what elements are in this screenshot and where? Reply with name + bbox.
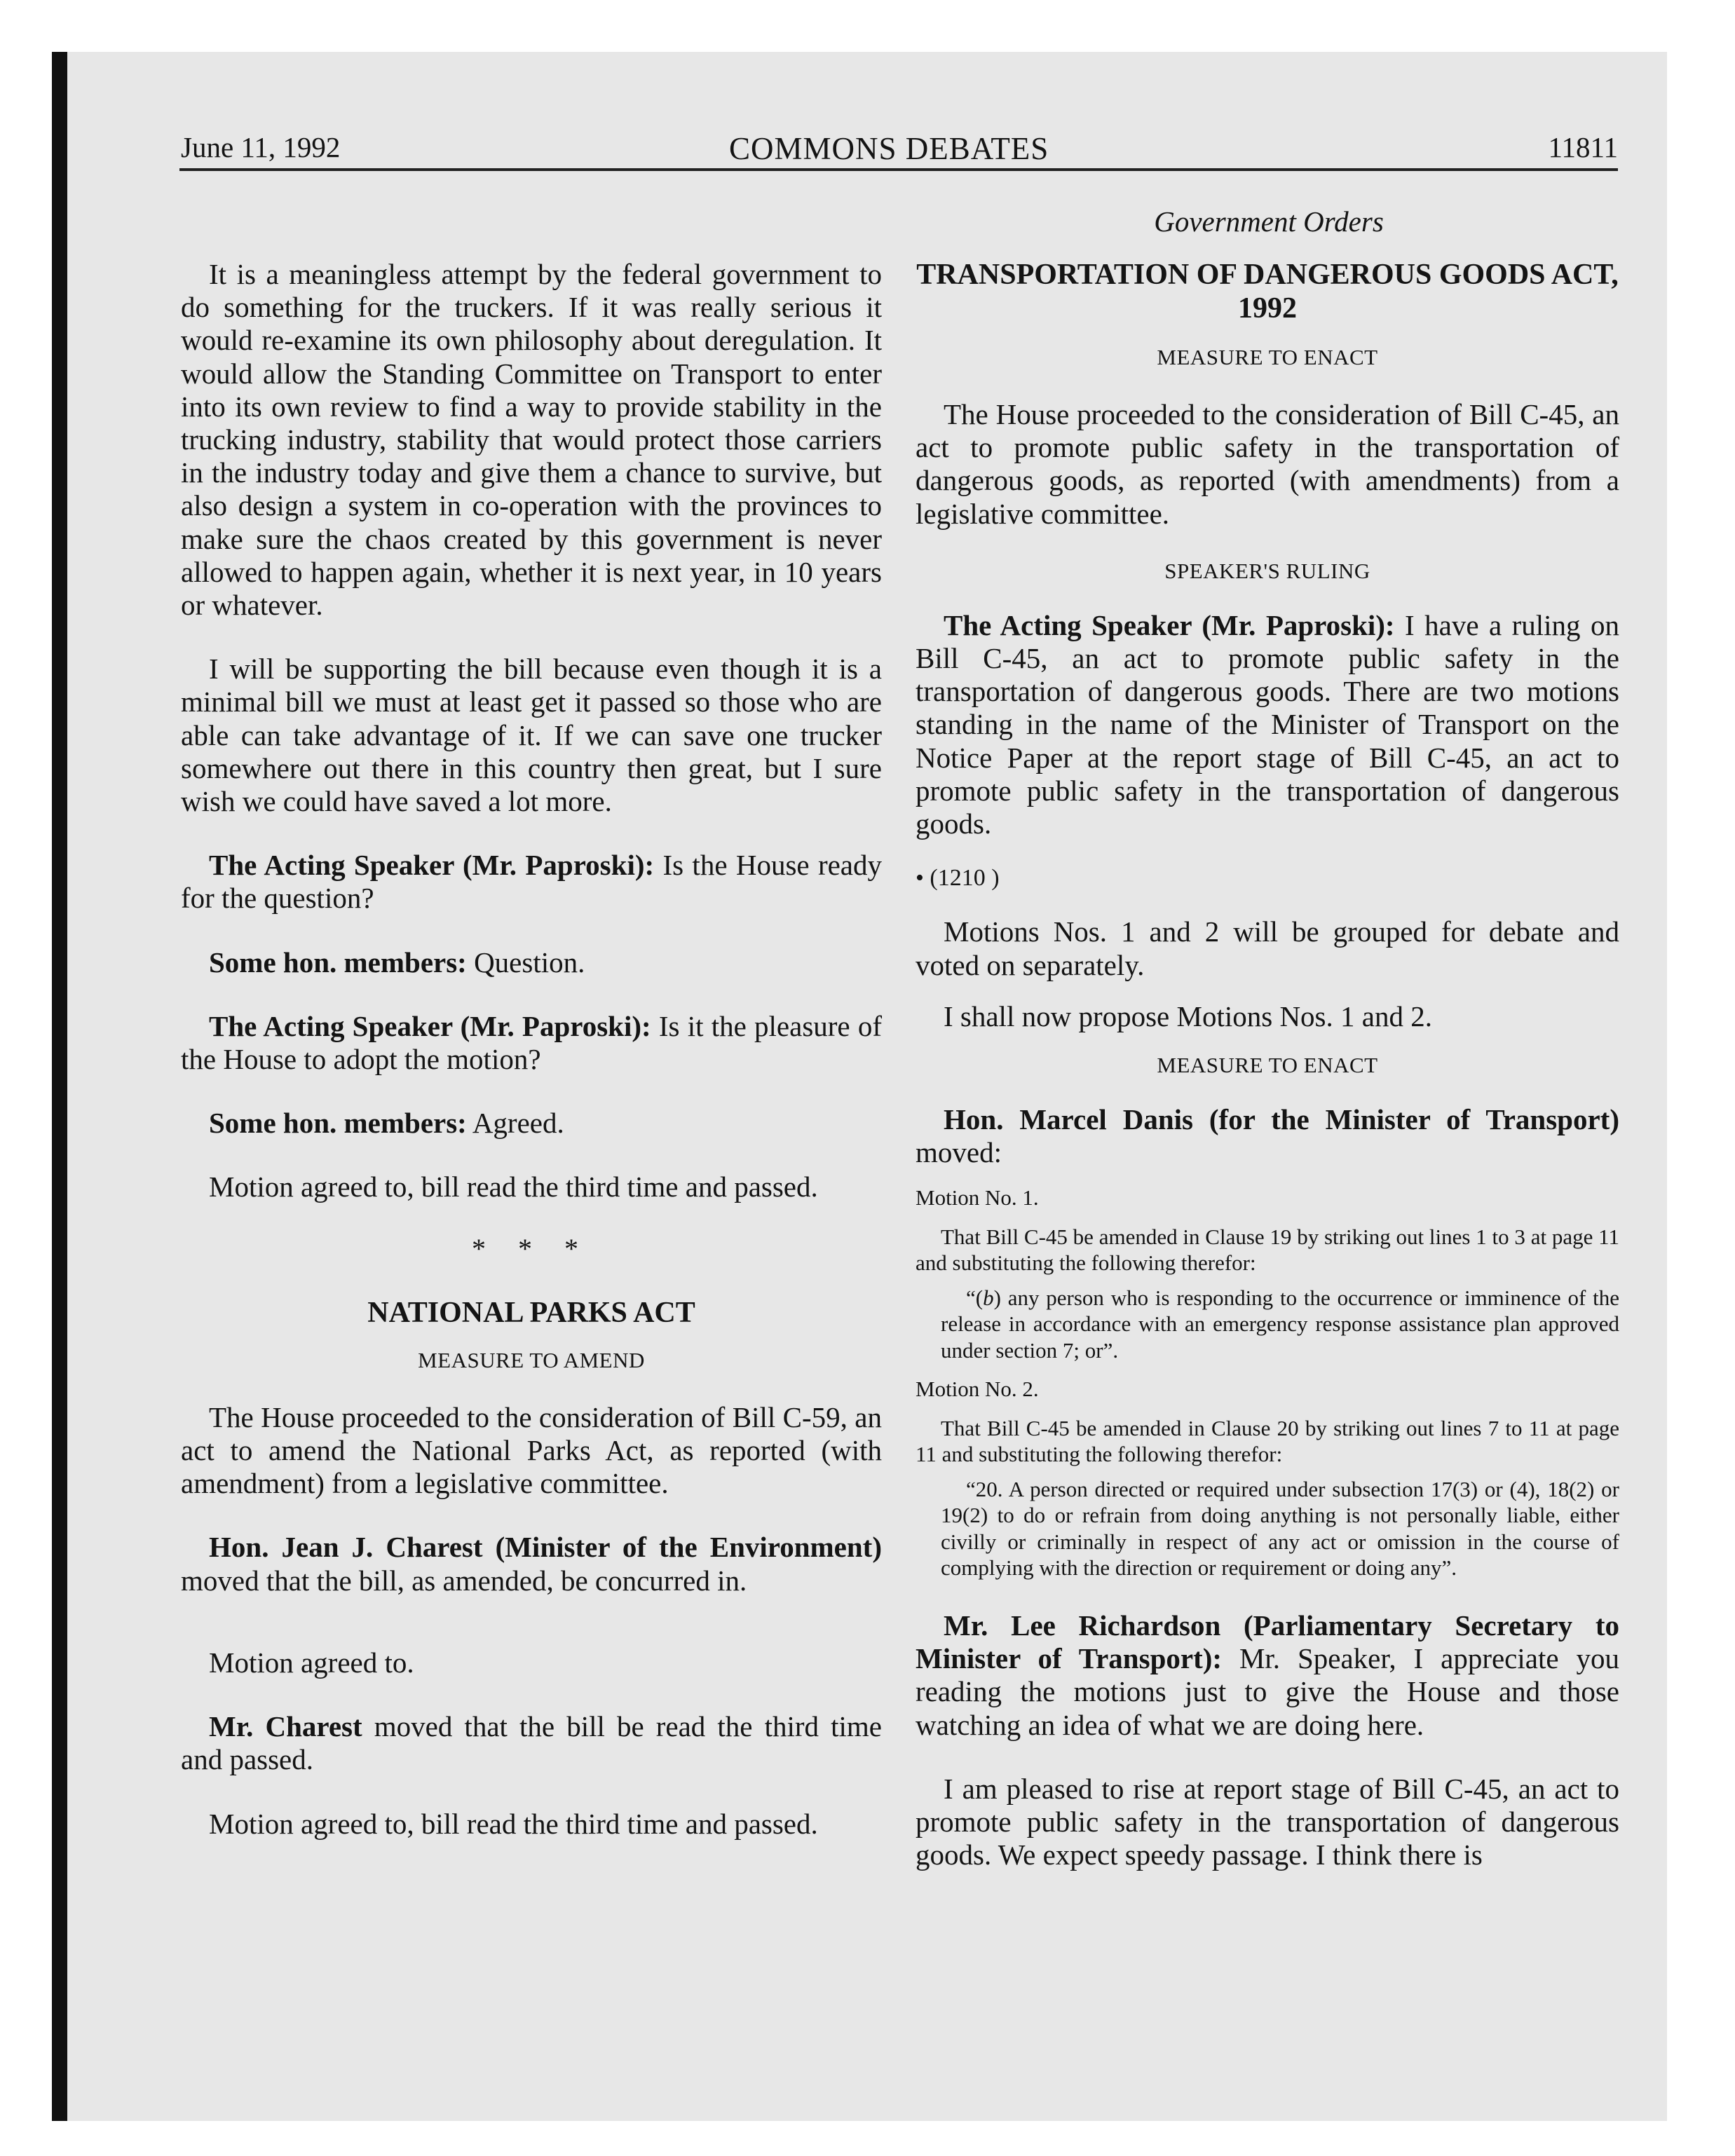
section-subheading: SPEAKER'S RULING — [1164, 558, 1370, 583]
left-column — [181, 258, 882, 1841]
paragraph: The House proceeded to the consideration of Bill C-59, an act to amend the National Parks Act, as reported (with amendment) from a legislative committee. — [181, 1400, 882, 1500]
motion-text: That Bill C-45 be amended in Clause 19 by striking out lines 1 to 3 at page 11 and substituting the following therefor: — [916, 1224, 1619, 1276]
section-heading: NATIONAL PARKS ACT — [367, 1296, 695, 1329]
paragraph: I will be supporting the bill because even though it is a minimal bill we must at least get it passed so those who are able can take advantage of it. If we can save one trucker somewhere out there in this country then great, but I sure wish we could have saved a lot more. — [181, 653, 882, 818]
speaker-name: Some hon. members: — [209, 1107, 467, 1140]
paragraph: The House proceeded to the consideration of Bill C-45, an act to promote public safety in the transportation of dangerous goods, as reported (with amendments) from a legislative committee. — [916, 398, 1619, 530]
header-date: June 11, 1992 — [181, 131, 341, 163]
speech — [181, 1531, 882, 1597]
speech-text: moved that the bill be read the third time and passed. — [181, 1710, 882, 1776]
motion-label: Motion No. 2. — [916, 1377, 1039, 1402]
speech — [181, 946, 882, 979]
page-number: 11811 — [1548, 131, 1618, 163]
header-rule — [179, 168, 1618, 171]
header-title: COMMONS DEBATES — [729, 131, 1049, 166]
speech-text: Is the House ready for the question? — [181, 849, 882, 915]
quote-letter: b — [983, 1285, 994, 1310]
speech — [916, 609, 1619, 840]
quote-open: “( — [966, 1285, 984, 1310]
speech-text: Agreed. — [466, 1107, 564, 1140]
speech-text: moved: — [916, 1136, 1002, 1169]
paragraph: I am pleased to rise at report stage of Bill C-45, an act to promote public safety in the transportation of dangerous goods. We expect speedy passage. I think there is — [916, 1772, 1619, 1871]
speech-text: moved that the bill, as amended, be concurred in. — [181, 1564, 747, 1597]
paragraph: I shall now propose Motions Nos. 1 and 2. — [944, 999, 1432, 1032]
section-subheading: MEASURE TO ENACT — [1157, 345, 1378, 369]
speech-text: Mr. Speaker, I appreciate you reading the motions just to give the House and those watching an idea of what we are doing here. — [916, 1642, 1619, 1741]
speech — [181, 849, 882, 915]
speech — [181, 1107, 882, 1140]
quote-text: ) any person who is responding to the occurrence or imminence of the release in accordance with an emergency response assistance plan approved under section 7; or”. — [941, 1285, 1619, 1363]
motion-quote: “20. A person directed or required under subsection 17(3) or (4), 18(2) or 19(2) to do or refrain from doing anything is not personally liable, either civilly or criminally in respect of any act or omission in the course of complying with the direction or requirement or doing any”. — [941, 1476, 1619, 1581]
speech — [916, 1103, 1619, 1169]
speaker-name: The Acting Speaker (Mr. Paproski): — [209, 1009, 651, 1042]
section-separator: * * * — [472, 1232, 591, 1264]
section-heading: TRANSPORTATION OF DANGEROUS GOODS ACT, 1992 — [916, 259, 1619, 325]
section-title: Government Orders — [1154, 205, 1384, 238]
motion-text: That Bill C-45 be amended in Clause 20 by striking out lines 7 to 11 at page 11 and substituting the following therefor: — [916, 1415, 1619, 1467]
motion-result: Motion agreed to. — [209, 1646, 414, 1679]
speech — [181, 1710, 882, 1776]
speaker-name: Mr. Lee Richardson (Parliamentary Secretary to Minister of Transport): — [916, 1609, 1619, 1675]
speech-text: I have a ruling on Bill C-45, an act to promote public safety in the transportation of dangerous goods. There are two motions standing in the name of the Minister of Transport on the Notice Paper at the report stage of Bill C-45, an act to promote public safety in the transportation of dangerous goods. — [916, 608, 1619, 840]
speaker-name: Hon. Marcel Danis (for the Minister of Transport) — [944, 1103, 1619, 1136]
speaker-name: The Acting Speaker (Mr. Paproski): — [209, 849, 655, 882]
speech-text: Is it the pleasure of the House to adopt the motion? — [181, 1009, 882, 1076]
section-subheading: MEASURE TO ENACT — [1157, 1053, 1378, 1078]
speaker-name: Some hon. members: — [209, 946, 467, 978]
speech-text: Question. — [466, 946, 585, 978]
motion-label: Motion No. 1. — [916, 1185, 1039, 1210]
binding-edge — [52, 52, 67, 2121]
motion-quote — [941, 1285, 1619, 1364]
speaker-name: Mr. Charest — [209, 1710, 362, 1743]
timestamp: • (1210 ) — [916, 865, 1000, 892]
section-subheading: MEASURE TO AMEND — [418, 1347, 645, 1372]
paragraph: Motions Nos. 1 and 2 will be grouped for debate and voted on separately. — [916, 915, 1619, 981]
speaker-name: The Acting Speaker (Mr. Paproski): — [944, 608, 1395, 641]
speech — [181, 1010, 882, 1076]
right-column — [916, 258, 1619, 1871]
speech — [916, 1609, 1619, 1742]
paragraph: It is a meaningless attempt by the federal government to do something for the truckers. If it was really serious it would re-examine its own philosophy about deregulation. It would allow the Standing Committee on Transport to enter into its own review to find a way to provide stability in the trucking industry, stability that would protect those carriers in the industry today and give them a chance to survive, but also design a system in co-operation with the provinces to make sure the chaos created by this government is never allowed to happen again, whether it is next year, in 10 years or whatever. — [181, 258, 882, 622]
motion-result: Motion agreed to, bill read the third time and passed. — [209, 1807, 818, 1840]
motion-result: Motion agreed to, bill read the third time and passed. — [209, 1171, 818, 1203]
speaker-name: Hon. Jean J. Charest (Minister of the Environment) — [209, 1531, 882, 1564]
